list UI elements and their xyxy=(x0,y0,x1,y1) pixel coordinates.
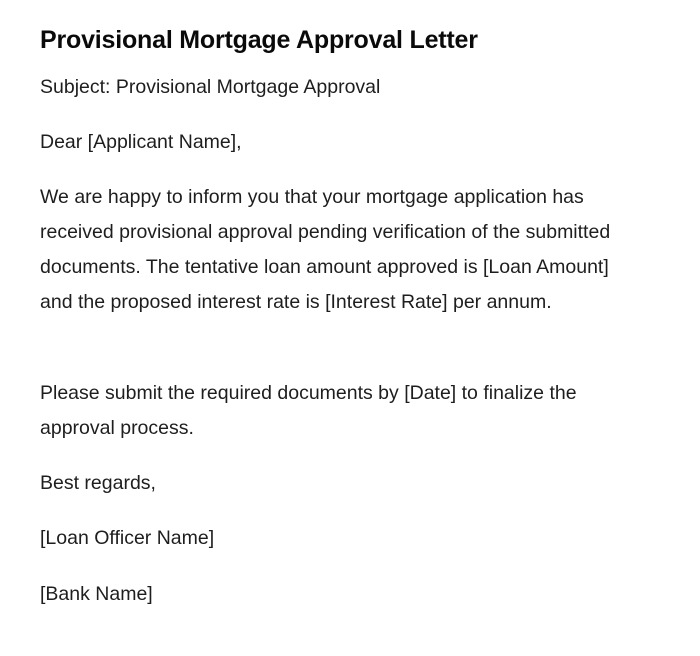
bank-name: [Bank Name] xyxy=(40,583,153,605)
letter-body-paragraph: Please submit the required documents by [Date] to finalize the approval process. xyxy=(40,382,577,439)
letter-body-paragraph: We are happy to inform you that your mortgage application has received provisional approval pending verification of the submitted documents. The tentative loan amount approved is [Loan Amount] and the proposed interest rate is [Interest Rate] per annum. xyxy=(40,186,611,313)
letter-greeting: Dear [Applicant Name], xyxy=(40,131,242,153)
loan-officer-name: [Loan Officer Name] xyxy=(40,527,215,549)
letter-subject: Subject: Provisional Mortgage Approval xyxy=(40,76,381,98)
page-title: Provisional Mortgage Approval Letter xyxy=(40,26,478,54)
letter-closing: Best regards, xyxy=(40,472,156,494)
